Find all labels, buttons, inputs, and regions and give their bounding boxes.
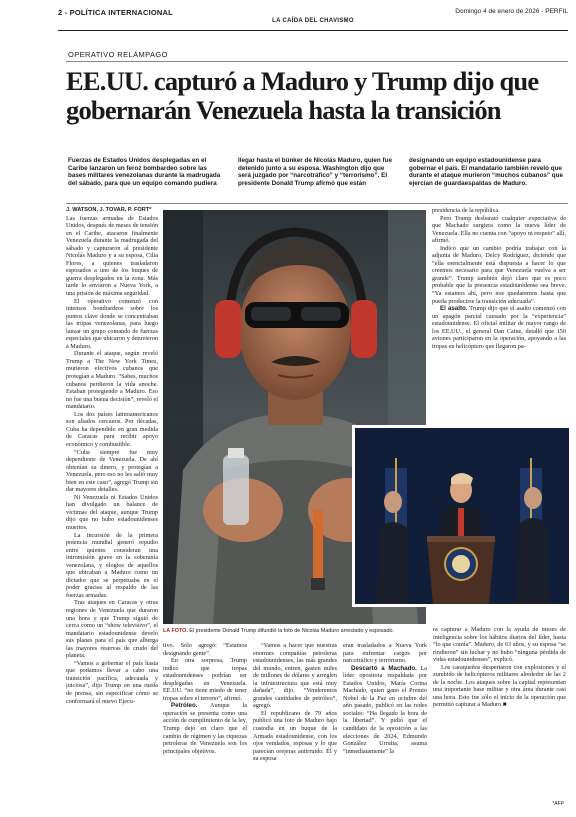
subhead-machado: Descartó a Machado. (351, 664, 417, 672)
section-title: LA CAÍDA DEL CHAVISMO (272, 18, 354, 24)
paragraph: Aunque la operación se presenta como una acción de cumplimiento de la ley, Trump dejó en claro que el cambio de régimen y las riquezas petroleras de Venezuela son los principales objetivos. (163, 702, 247, 755)
photo-caption (163, 628, 426, 634)
article-column-bottom-a (163, 642, 247, 807)
paragraph: presidencia de la república. (432, 207, 500, 214)
paragraph: “Vamos a hacer que nuestras enormes compañías petroleras estadounidenses, las más grandes del mundo, entren, gasten miles de millones de dólares y arreglen la infraestructura que está muy dañada”, dijo. “Venderemos grandes cantidades de petróleo”, agregó. (253, 642, 337, 710)
paragraph: El republicano de 79 años publicó una foto de Maduro bajo custodia en un buque de la Armada estadounidense, con los ojos vendados, esposas y lo que parecían orejeras antirruido. Él y su esposa (253, 709, 337, 763)
headline: EE.UU. capturó a Maduro y Trump dijo que gobernarán Venezuela hasta la transición (66, 66, 539, 125)
dek-col-2: llegar hasta el búnker de Nicolás Maduro, quien fue detenido junto a su esposa. Washington dijo que será juzgado por “narcotráfico” y “terrorismo”. El presidente Donald Trump afirmó que están (238, 157, 392, 187)
paragraph: Las fuerzas armadas de Estados Unidos, después de meses de tensión en el Caribe, atacaron finalmente Venezuela durante la madrugada del sábado y capturaron al presidente Nicolás Maduro y a su esposa, Cilia Flores, a quienes trasladaron esposados a uno de los buques de guerra desplegados en la zona. Más tarde lo enviaron a Nueva York, a una prisión de máxima seguridad. (66, 214, 158, 298)
paragraph: En otra sorpresa, Trump indicó que tropas estadounidenses podrían ser desplegadas en Venezuela. EE.UU. “no tiene miedo de tener tropas sobre el terreno”, afirmó. (163, 657, 247, 702)
article-column-3-top (432, 207, 566, 421)
dek-rule (66, 203, 568, 204)
paragraph: Los dos países latinoamericanos son aliados cercanos. Por décadas, Cuba ha dependido en gran medida de Caracas para recibir apoyo económico y combustible. (66, 410, 158, 448)
paragraph: ra capturar a Maduro con la ayuda de meses de inteligencia sobre los hábitos diarios del líder, hasta “lo que comía”. Maduro, de 63 años, y su esposa “se rindieron” sin luchar y no hubo “ninguna pérdida de vidas estadounidenses”, explicó. (433, 626, 566, 664)
caption-label: LA FOTO. (163, 628, 188, 634)
paragraph: La incursión de la primera potencia mundial generó repudio entre quienes consideran una intromisión grave en la soberanía venezolana, y elogios de aquellos que ubicaban a Maduro como un dictador que se perpetuaba en el poder gracias al respaldo de las fuerzas armadas. (66, 531, 158, 599)
paragraph: Durante el ataque, según reveló Trump a The New York Times, murieron efectivos cubanos que protegían a Maduro. “Sabes, muchos cubanos perdieron la vida anoche. Estaban protegiendo a Maduro. Eso no fue una buena decisión”, reveló el mandatario. (66, 350, 158, 411)
paragraph: tivo. Sólo agregó: “Estamos designando gente”. (163, 642, 247, 657)
article-column-bottom-c (343, 642, 427, 807)
kicker-rule (66, 61, 568, 62)
agency-credit: *AFP (552, 801, 564, 807)
paragraph: Trump dijo que el asalto comenzó con un apagón parcial causado por la “experiencia” estadounidense. El oficial militar de mayor rango de los EE.UU., el general Dan Caine, detalló que 150 aviones participaron en la operación, apoyando a las tropas en helicóptero que llegaron pa- (432, 305, 566, 350)
paragraph: Tras ataques en Caracas y otras regiones de Venezuela que duraron una hora y que Trump siguió de cerca como un “show televisivo”, el mandatario estadounidense develó sus planes para el país que alberga las mayores reservas de crudo del planeta. (66, 599, 158, 660)
paragraph: “Vamos a gobernar el país hasta que podamos llevar a cabo una transición pacífica, adecuada y juiciosa”, dijo Trump en una rueda de prensa, sin especificar cómo se conformará el nuevo Ejecu- (66, 659, 158, 705)
page-section: 2 - POLÍTICA INTERNACIONAL (58, 8, 173, 17)
paragraph: Indicó que un cambio podría trabajar con la adjunta de Maduro, Delcy Rodríguez, diciendo que “ella esencialmente está dispuesta a hacer lo que creemos necesario para que Venezuela vuelva a ser grande”. Trump también dejó claro que es poco probable que la presencia estadounidense sea breve. “Ya estamos ahí, pero nos quedaremos hasta que pueda producirse la transición adecuada”. (432, 244, 566, 305)
article-column-1 (66, 207, 158, 807)
paragraph: Pero Trump desbarató cualquier expectativa de que Machado surgiera como la nueva líder de Venezuela. Ella no cuenta con “apoyo ni respeto” allí, afirmó. (432, 214, 566, 245)
paragraph: Los caraqueños despertaron con explosiones y el zumbido de helicópteros militares alrededor de las 2 de la noche. Los ataques sobre la capital representan una importante base militar y otra área durante casi una hora. Esto fue sólo el inicio de la operación que permitió capturar a Maduro.■ (433, 663, 566, 709)
caption-text: El presidente Donald Trump difundió la foto de Nicolás Maduro arrestado y esposado. (189, 628, 395, 634)
subhead-petroleo: Petróleo. (171, 702, 198, 710)
subhead-assault: El asalto. (440, 305, 468, 313)
paragraph: “Cuba siempre fue muy dependiente de Venezuela. De ahí obtenían su dinero, y protegían a Venezuela, pero eso no les salió muy bien en este caso”, agregó Trump sin dar mayores detalles. (66, 448, 158, 494)
header-rule (58, 30, 568, 31)
paragraph: eran trasladados a Nueva York para enfrentar cargos por narcotráfico y terrorismo. (343, 642, 427, 665)
kicker: OPERATIVO RELÁMPAGO (68, 50, 168, 59)
article-column-bottom-b (253, 642, 337, 807)
dek-col-1: Fuerzas de Estados Unidos desplegadas en el Caribe lanzaron un feroz bombardeo sobre las bases militares venezolanas durante la madrugada del sábado, para que un equipo comando pudiera (68, 157, 221, 187)
date-paper: Domingo 4 de enero de 2026 - PERFIL (455, 8, 568, 15)
paragraph: El operativo comenzó con intensos bombardeos sobre los puntos clave donde se concentraban las tropas venezolanas, para luego lanzar un grupo comando de fuerzas especiales que ubicaron y detuvieron a Maduro. (66, 297, 158, 350)
paragraph: La líder opositora respaldada por Estados Unidos, María Corina Machado, quien ganó el Premio Nobel de la Paz en octubre del año pasado, publicó en las redes sociales: “Ha llegado la hora de la libertad”. Y pidió que el candidato de la oposición a las elecciones de 2024, Edmundo González Urrutia, asuma “inmediatamente” la (343, 664, 427, 755)
article-column-bottom-d (433, 626, 566, 796)
page-header (58, 8, 568, 24)
trump-press-photo (352, 425, 572, 607)
dek-col-3: designando un equipo estadounidense para gobernar el país. El mandatario también reveló que durante el ataque murieron “muchos cubanos” que ejercían de guardaespaldas de Maduro. (409, 157, 563, 187)
paragraph: Ni Venezuela ni Estados Unidos han divulgado un balance de víctimas del ataque, aunque Trump dijo que no hubo estadounidenses muertos. (66, 493, 158, 531)
trump-press-photo-illustration (355, 428, 569, 604)
byline: J. WATSON, J. TOVAR, P. FORT* (66, 207, 152, 213)
